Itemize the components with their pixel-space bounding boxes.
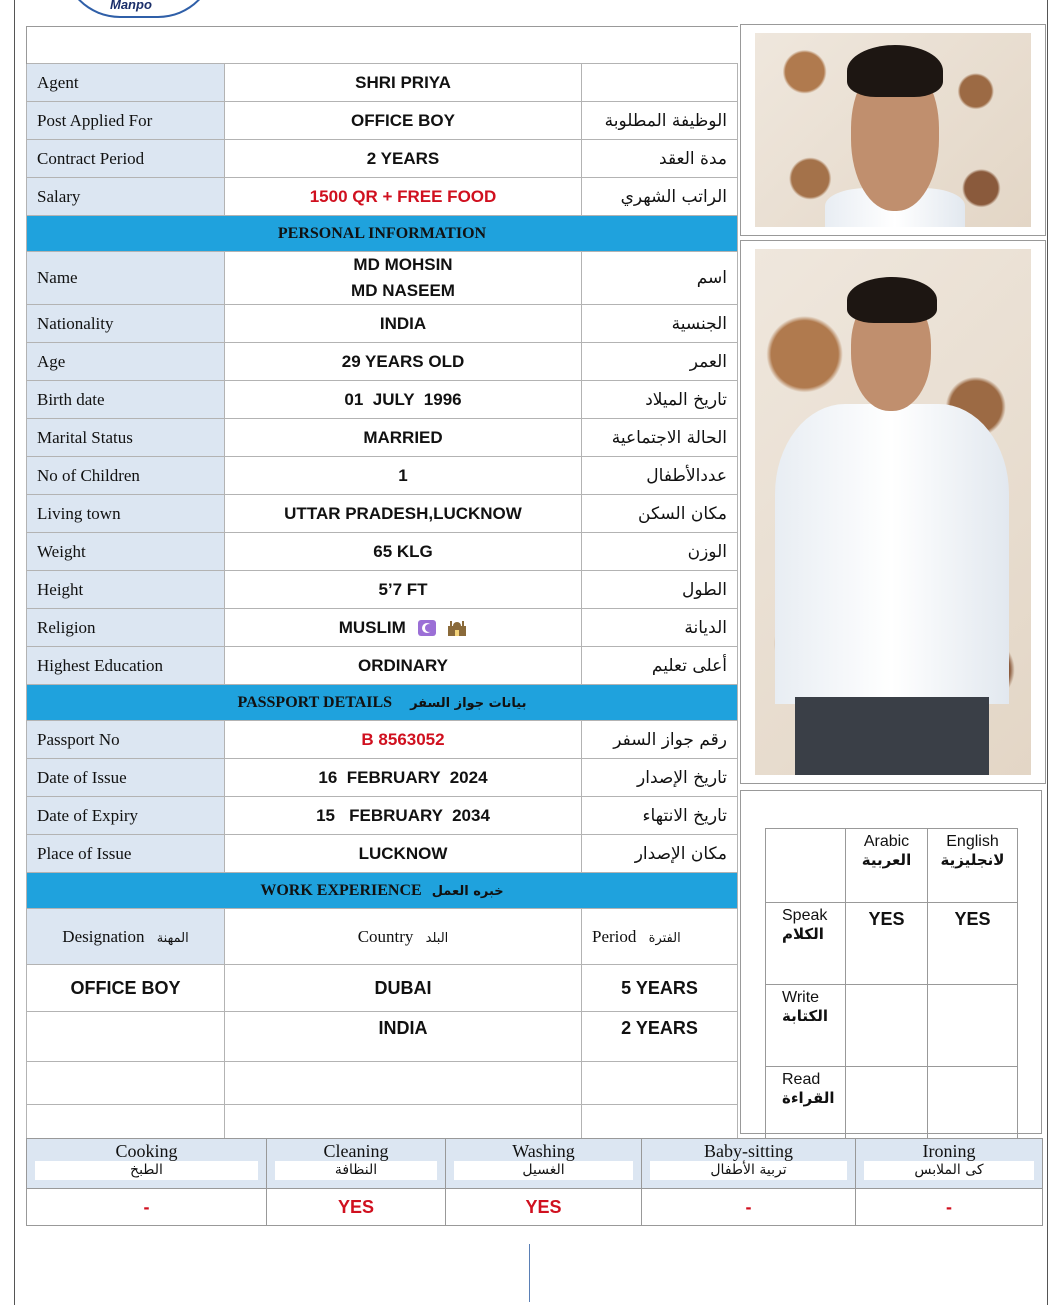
field-label-ar: تاريخ الانتهاء <box>582 797 738 835</box>
field-value: MARRIED <box>225 419 582 457</box>
field-label: Date of Expiry <box>27 797 225 835</box>
lang-row-write <box>766 985 1018 1067</box>
field-label-ar: أعلى تعليم <box>582 647 738 685</box>
field-value: 1 <box>225 457 582 495</box>
field-label-ar: الوظيفة المطلوبة <box>582 102 738 140</box>
section-title-cell <box>27 685 738 721</box>
skill-en: Write <box>782 989 820 1006</box>
field-value: LUCKNOW <box>225 835 582 873</box>
work-country: DUBAI <box>225 965 582 1012</box>
field-label-ar: اسم <box>582 252 738 305</box>
row-date-issue <box>27 759 738 797</box>
skill-cooking <box>27 1139 267 1189</box>
skill-value: - <box>642 1189 856 1226</box>
lang-col-english <box>928 829 1018 903</box>
skill-ironing <box>856 1139 1043 1189</box>
skill-en: Ironing <box>922 1141 976 1161</box>
row-height <box>27 571 738 609</box>
field-value: 2 YEARS <box>225 140 582 178</box>
field-label: Marital Status <box>27 419 225 457</box>
period-header-en: Period <box>592 926 637 946</box>
skill-cell <box>766 903 846 985</box>
work-designation: OFFICE BOY <box>27 965 225 1012</box>
skill-en: Read <box>782 1071 821 1088</box>
skill-en: Cleaning <box>323 1141 389 1161</box>
language-table <box>765 828 1018 1149</box>
read-arabic-value <box>846 1067 928 1149</box>
skill-ar: القراءة <box>782 1089 835 1107</box>
section-title-ar: خبره العمل <box>431 883 504 899</box>
field-label: Passport No <box>27 721 225 759</box>
row-date-expiry <box>27 797 738 835</box>
row-age <box>27 343 738 381</box>
skills-value-row <box>27 1189 1043 1226</box>
field-label-ar: الراتب الشهري <box>582 178 738 216</box>
field-label: Height <box>27 571 225 609</box>
field-label: Date of Issue <box>27 759 225 797</box>
work-period: 2 YEARS <box>582 1012 738 1062</box>
section-personal <box>27 216 738 252</box>
headshot-photo <box>740 24 1046 236</box>
field-label-ar: رقم جواز السفر <box>582 721 738 759</box>
field-label: Salary <box>27 178 225 216</box>
row-religion <box>27 609 738 647</box>
field-label: Highest Education <box>27 647 225 685</box>
work-row <box>27 965 738 1012</box>
field-label: Agent <box>27 64 225 102</box>
lang-col-en: English <box>946 833 999 850</box>
religion-value: MUSLIM <box>338 617 406 637</box>
speak-english-value: YES <box>928 903 1018 985</box>
full-body-photo <box>740 240 1046 784</box>
field-label-ar: مكان الإصدار <box>582 835 738 873</box>
work-designation <box>27 1012 225 1062</box>
row-name <box>27 252 738 305</box>
field-value: OFFICE BOY <box>225 102 582 140</box>
row-salary <box>27 178 738 216</box>
section-title: WORK EXPERIENCE <box>260 881 422 899</box>
field-value: 29 YEARS OLD <box>225 343 582 381</box>
field-value: 15 FEBRUARY 2034 <box>225 797 582 835</box>
speak-arabic-value: YES <box>846 903 928 985</box>
skill-ar: الطبخ <box>35 1161 258 1180</box>
work-row <box>27 1012 738 1062</box>
row-education <box>27 647 738 685</box>
field-label-ar <box>582 64 738 102</box>
skill-cleaning <box>267 1139 446 1189</box>
skill-en: Cooking <box>115 1141 178 1161</box>
field-label-ar: مكان السكن <box>582 495 738 533</box>
skills-table <box>26 1138 1043 1226</box>
field-label: Name <box>27 252 225 305</box>
lang-col-ar: لانجليزية <box>940 851 1005 869</box>
field-label-ar: العمر <box>582 343 738 381</box>
skill-value: - <box>856 1189 1043 1226</box>
row-passport-no <box>27 721 738 759</box>
skill-ar: الكتابة <box>782 1007 828 1025</box>
work-row-empty <box>27 1105 738 1142</box>
field-label-ar: عددالأطفال <box>582 457 738 495</box>
name-line-2: MD NASEEM <box>351 281 455 300</box>
row-marital <box>27 419 738 457</box>
skill-cell <box>766 1067 846 1149</box>
passport-number-value: B 8563052 <box>225 721 582 759</box>
row-children <box>27 457 738 495</box>
row-living-town <box>27 495 738 533</box>
field-label: Birth date <box>27 381 225 419</box>
field-label-ar: الطول <box>582 571 738 609</box>
field-value: UTTAR PRADESH,LUCKNOW <box>225 495 582 533</box>
skill-ar: الغسيل <box>454 1161 633 1180</box>
skill-ar: النظافة <box>275 1161 437 1180</box>
lang-col-ar: العربية <box>861 851 912 869</box>
skill-value: YES <box>267 1189 446 1226</box>
work-header-row <box>27 909 738 965</box>
skill-value: - <box>27 1189 267 1226</box>
row-nationality <box>27 305 738 343</box>
read-english-value <box>928 1067 1018 1149</box>
skill-en: Baby-sitting <box>704 1141 793 1161</box>
skills-header-row <box>27 1139 1043 1189</box>
section-passport <box>27 685 738 721</box>
field-value: 16 FEBRUARY 2024 <box>225 759 582 797</box>
field-label-ar: الديانة <box>582 609 738 647</box>
designation-header <box>27 909 225 965</box>
field-value: INDIA <box>225 305 582 343</box>
skill-ar: الكلام <box>782 925 824 943</box>
row-agent <box>27 64 738 102</box>
skill-cell <box>766 985 846 1067</box>
field-label-ar: الوزن <box>582 533 738 571</box>
row-contract <box>27 140 738 178</box>
mosque-icon <box>447 619 467 637</box>
section-title-ar: بيانات جواز السفر <box>410 695 527 711</box>
field-value-cell <box>225 609 582 647</box>
skill-value: YES <box>446 1189 642 1226</box>
field-value: ORDINARY <box>225 647 582 685</box>
field-label-ar: تاريخ الإصدار <box>582 759 738 797</box>
skill-ar: تربية الأطفال <box>650 1161 847 1180</box>
field-value: 65 KLG <box>225 533 582 571</box>
country-header-en: Country <box>357 926 414 946</box>
field-label-ar: تاريخ الميلاد <box>582 381 738 419</box>
skill-en: Speak <box>782 907 828 924</box>
period-header-ar: الفترة <box>648 930 681 946</box>
skill-baby-sitting <box>642 1139 856 1189</box>
page-divider <box>529 1244 530 1302</box>
cv-table <box>26 26 738 1142</box>
field-label: No of Children <box>27 457 225 495</box>
work-period: 5 YEARS <box>582 965 738 1012</box>
work-country: INDIA <box>225 1012 582 1062</box>
salary-value: 1500 QR + FREE FOOD <box>225 178 582 216</box>
field-label: Post Applied For <box>27 102 225 140</box>
skill-en: Washing <box>512 1141 575 1161</box>
lang-row-speak <box>766 903 1018 985</box>
lang-col-arabic <box>846 829 928 903</box>
country-header-ar: البلد <box>425 930 449 946</box>
row-weight <box>27 533 738 571</box>
country-header <box>225 909 582 965</box>
field-label: Contract Period <box>27 140 225 178</box>
period-header <box>582 909 738 965</box>
row-birthdate <box>27 381 738 419</box>
section-title: PERSONAL INFORMATION <box>27 216 738 252</box>
field-label: Weight <box>27 533 225 571</box>
field-value <box>225 252 582 305</box>
work-row-empty <box>27 1062 738 1105</box>
header-blank-row <box>27 27 738 64</box>
section-title: PASSPORT DETAILS <box>237 693 393 711</box>
row-place-issue <box>27 835 738 873</box>
designation-header-en: Designation <box>62 926 145 946</box>
row-post <box>27 102 738 140</box>
skill-washing <box>446 1139 642 1189</box>
designation-header-ar: المهنة <box>156 930 189 946</box>
section-title-cell <box>27 873 738 909</box>
field-label-ar: مدة العقد <box>582 140 738 178</box>
field-label-ar: الجنسية <box>582 305 738 343</box>
field-label: Living town <box>27 495 225 533</box>
lang-row-read <box>766 1067 1018 1149</box>
section-work <box>27 873 738 909</box>
language-header-row <box>766 829 1018 903</box>
field-label: Place of Issue <box>27 835 225 873</box>
field-value: 01 JULY 1996 <box>225 381 582 419</box>
company-logo-text: Manpo <box>110 0 152 12</box>
name-line-1: MD MOHSIN <box>353 255 453 274</box>
field-label-ar: الحالة الاجتماعية <box>582 419 738 457</box>
skill-ar: كى الملابس <box>864 1161 1034 1180</box>
crescent-badge-icon <box>417 619 437 637</box>
field-label: Age <box>27 343 225 381</box>
field-label: Religion <box>27 609 225 647</box>
field-value: SHRI PRIYA <box>225 64 582 102</box>
write-arabic-value <box>846 985 928 1067</box>
field-label: Nationality <box>27 305 225 343</box>
lang-col-en: Arabic <box>863 833 910 850</box>
write-english-value <box>928 985 1018 1067</box>
field-value: 5’7 FT <box>225 571 582 609</box>
